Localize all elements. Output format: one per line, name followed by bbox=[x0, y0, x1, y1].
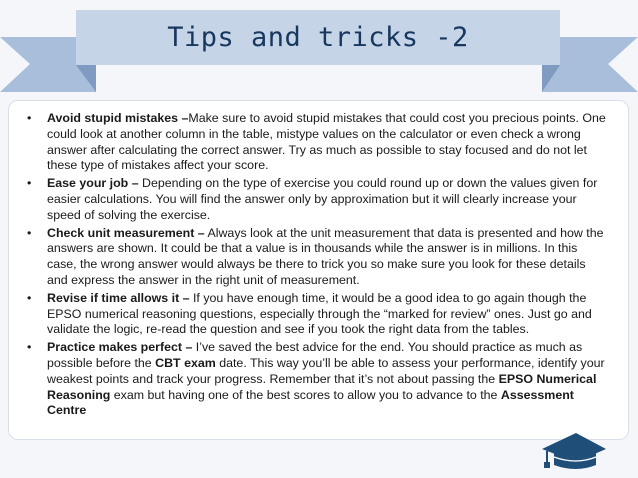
tip-text: Depending on the type of exercise you could round up or down the values given for easier calculations. You will find the answer only by approximation but it will clearly increase your speed of solving the exercise. bbox=[47, 176, 598, 222]
tip-text: Make sure to avoid stupid mistakes that could cost you precious points. One could look at another column in the table, mistype values on the calculator or even check a wrong answer after calculating the correct answer. Try as much as possible to stay focused and do not let these type of mistakes affect your score. bbox=[47, 111, 606, 173]
tip-item bbox=[9, 111, 607, 174]
tip-emphasis: Practice makes perfect – bbox=[47, 340, 193, 355]
bullet-marker: • bbox=[27, 176, 32, 191]
bullet-marker: • bbox=[27, 225, 32, 240]
tip-text: If you have enough time, it would be a good idea to go again though the EPSO numerical reasoning questions, especially through the “marked for review” ones. Just go and validate the logic, re-read the question and see if you took the right data from the tables. bbox=[47, 290, 592, 337]
tip-item bbox=[9, 226, 607, 289]
graduation-cap-icon bbox=[538, 428, 608, 470]
tip-emphasis: CBT exam bbox=[155, 355, 216, 370]
tips-list bbox=[9, 111, 607, 421]
tip-emphasis: Avoid stupid mistakes – bbox=[47, 111, 189, 125]
tip-emphasis: EPSO Numerical Reasoning bbox=[47, 371, 597, 402]
tip-text: I’ve saved the best advice for the end. You should practice as much as possible before the bbox=[47, 340, 583, 370]
tip-item bbox=[9, 340, 607, 419]
tip-item bbox=[9, 291, 607, 338]
tip-text: date. This way you’ll be able to assess your performance, identify your weakest points and track your progress. Remember that it’s not about passing the bbox=[47, 355, 605, 386]
page-title: Tips and tricks -2 bbox=[167, 22, 469, 53]
tip-emphasis: Ease your job – bbox=[47, 176, 139, 191]
bullet-marker: • bbox=[27, 111, 32, 125]
tip-text: exam but having one of the best scores to allow you to advance to the bbox=[110, 387, 501, 402]
tip-emphasis: Check unit measurement – bbox=[47, 225, 205, 240]
tip-emphasis: Assessment Centre bbox=[47, 387, 574, 418]
tip-text: Always look at the unit measurement that data is presented and how the answers are shown. It could be that a value is in thousands while the answer is in millions. In this case, the wrong answer would always be there to trick you so make sure you look for these details and express the answer in the right unit of measurement. bbox=[47, 225, 604, 287]
title-band bbox=[76, 10, 560, 65]
bullet-marker: • bbox=[27, 290, 32, 305]
bullet-marker: • bbox=[27, 340, 32, 355]
content-card bbox=[8, 100, 629, 440]
tip-item bbox=[9, 176, 607, 223]
tip-emphasis: Revise if time allows it – bbox=[47, 290, 190, 305]
